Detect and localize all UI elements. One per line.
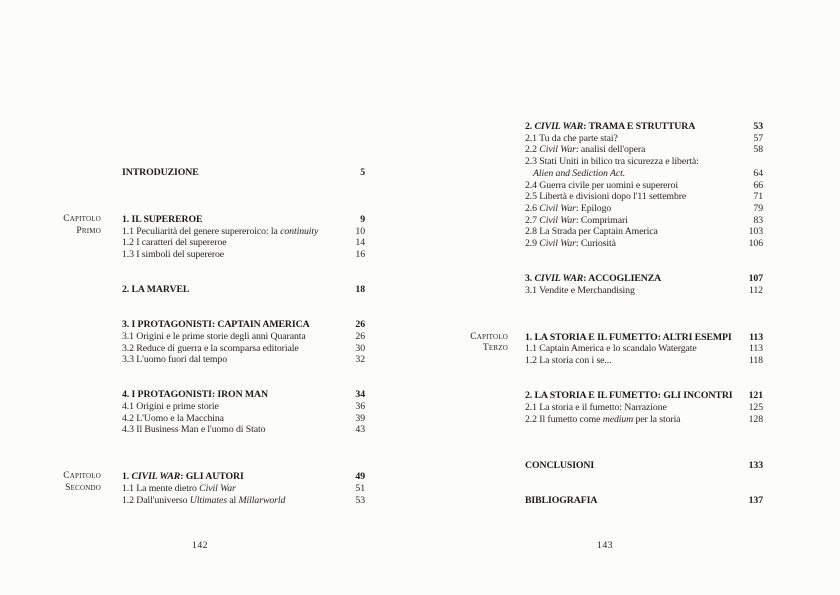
toc-right-column [443, 121, 763, 507]
chapter-label-line: Capitolo [63, 213, 101, 224]
entry-title [122, 424, 339, 436]
entry-page-number: 137 [748, 495, 763, 507]
entry-title-text: 4. I PROTAGONISTI: IRON MAN [122, 389, 268, 401]
entry-page-number: 53 [753, 121, 763, 132]
chapter-label [40, 214, 122, 237]
toc-heading-row [525, 390, 763, 402]
entry-title-text: : Curiosità [575, 238, 616, 250]
entry-title [525, 168, 737, 180]
entry-title [122, 495, 339, 507]
entry-title [122, 401, 339, 413]
entry-page-number: 113 [749, 331, 763, 343]
entry-title [122, 413, 339, 425]
toc-group [443, 495, 763, 507]
entry-page-number: 49 [355, 471, 365, 483]
chapter-label-line: Capitolo [470, 331, 508, 342]
entry-page-number: 113 [748, 343, 763, 355]
entry-page-number: 5 [360, 167, 365, 178]
entry-title [122, 331, 339, 343]
entry-title-text: : GLI AUTORI [180, 471, 244, 483]
entry-title-text: : TRAMA E STRUTTURA [583, 121, 696, 132]
toc-entries [525, 332, 763, 367]
chapter-label-line: Capitolo [63, 471, 101, 482]
chapter-label [443, 332, 525, 355]
entry-page-number: 121 [748, 390, 763, 402]
toc-group [443, 121, 763, 250]
entry-title [525, 203, 737, 215]
toc-entry-row [525, 180, 763, 192]
toc-entry-row [525, 144, 763, 156]
entry-title [122, 167, 339, 179]
entry-page-number: 128 [748, 413, 763, 425]
entry-title-text: : ACCOGLIENZA [583, 273, 662, 285]
toc-heading-row [525, 460, 763, 472]
entry-title [525, 495, 737, 507]
entry-page-number: 79 [753, 202, 763, 214]
toc-entry-row [525, 168, 763, 180]
entry-page-number: 71 [753, 191, 763, 203]
entry-title [525, 414, 737, 426]
toc-entries [122, 284, 365, 296]
entry-page-number: 106 [748, 238, 763, 250]
entry-title [122, 354, 339, 366]
entry-title-text: 1.2 I caratteri del supereroe [122, 237, 227, 249]
entry-page-number: 34 [355, 389, 365, 401]
toc-entry-row [525, 156, 763, 168]
entry-title-text: 2. LA STORIA E IL FUMETTO: GLI INCONTRI [525, 390, 733, 402]
entry-title-text: : Epilogo [575, 202, 612, 214]
entry-title [122, 237, 339, 249]
entry-title [525, 180, 737, 192]
entry-page-number: 18 [355, 284, 365, 295]
entry-page-number: 66 [753, 179, 763, 191]
entry-title [525, 343, 737, 355]
entry-page-number: 14 [355, 237, 365, 249]
entry-title [122, 319, 339, 331]
toc-group [40, 471, 365, 506]
toc-group [40, 167, 365, 179]
toc-entry-row [122, 413, 365, 425]
toc-entry-row [122, 495, 365, 507]
chapter-label-line: Secondo [65, 482, 101, 493]
entry-title-italic-text: medium [602, 413, 634, 425]
entry-title-text: 1.2 Dall'universo [122, 494, 190, 506]
chapter-label [40, 471, 122, 494]
toc-entry-row [525, 238, 763, 250]
entry-page-number: 26 [355, 319, 365, 331]
entry-title-text: 2. LA MARVEL [122, 284, 190, 295]
entry-title-text: 4.2 L'Uomo e la Macchina [122, 412, 224, 424]
toc-entries [525, 460, 763, 472]
toc-entries [122, 389, 365, 436]
toc-entry-row [122, 343, 365, 355]
entry-title-text: 2.7 [525, 214, 540, 226]
entry-title [122, 471, 339, 483]
entry-page-number: 16 [355, 248, 365, 260]
toc-entries [525, 390, 763, 425]
entry-title-italic-text: continuity [280, 225, 319, 237]
entry-page-number: 32 [355, 354, 365, 366]
entry-title [122, 389, 339, 401]
entry-page-number: 83 [753, 214, 763, 226]
entry-title [525, 285, 737, 297]
entry-title [525, 191, 737, 203]
toc-entry-row [525, 285, 763, 297]
entry-title-text: 3.1 Origini e le prime storie degli anni Quaranta [122, 330, 306, 342]
entry-title-text: 2.5 Libertà e divisioni dopo l'11 settembre [525, 191, 687, 203]
chapter-label-line: Terzo [482, 343, 508, 354]
entry-title-text: 1. LA STORIA E IL FUMETTO: ALTRI ESEMPI [525, 331, 732, 343]
page-number-right: 143 [597, 540, 613, 551]
toc-heading-row [122, 471, 365, 483]
entry-title-italic-text: Ultimates [189, 494, 227, 506]
entry-title-italic-text: Civil War [199, 482, 236, 494]
entry-title [525, 133, 737, 145]
entry-title-italic-text: Civil War [539, 202, 576, 214]
toc-entry-row [525, 215, 763, 227]
entry-title-text: 2.6 [525, 202, 540, 214]
entry-page-number: 43 [355, 424, 365, 436]
entry-title [525, 226, 737, 238]
toc-group [443, 390, 763, 425]
entry-title-text: 4.1 Origini e prime storie [122, 401, 219, 412]
entry-title-italic-text: Millarworld [238, 494, 286, 506]
entry-title-text: 3.3 L'uomo fuori dal tempo [122, 354, 228, 366]
entry-title [122, 284, 339, 296]
toc-heading-row [122, 167, 365, 179]
entry-title-text: : Comprimari [575, 214, 628, 226]
entry-title-italic-text: CIVIL WAR [534, 121, 584, 132]
entry-page-number: 53 [355, 494, 365, 506]
entry-title-italic-text: CIVIL WAR [131, 471, 181, 483]
entry-title-text: BIBLIOGRAFIA [525, 495, 598, 507]
entry-title-text: 2.1 Tu da che parte stai? [525, 132, 618, 144]
entry-title [122, 226, 339, 238]
toc-entries [122, 471, 365, 506]
chapter-label-line: Primo [76, 225, 101, 236]
entry-title-text: 2.2 [525, 144, 540, 156]
entry-page-number: 58 [753, 144, 763, 156]
toc-entries [122, 319, 365, 366]
toc-entry-row [122, 483, 365, 495]
entry-title [122, 483, 339, 495]
entry-title [525, 390, 737, 402]
toc-entry-row [122, 401, 365, 413]
entry-page-number: 118 [748, 355, 763, 367]
toc-heading-row [122, 284, 365, 296]
entry-title-text: 3.1 Vendite e Merchandising [525, 284, 635, 296]
entry-page-number: 125 [748, 401, 763, 413]
toc-entry-row [525, 133, 763, 145]
entry-title [525, 273, 737, 285]
entry-title-text: CONCLUSIONI [525, 460, 595, 472]
toc-entry-row [525, 226, 763, 238]
entry-title-text: 2.3 Stati Uniti in bilico tra sicurezza e libertà: [525, 156, 699, 168]
entry-title-text: 2.1 La storia e il fumetto: Narrazione [525, 401, 667, 413]
toc-entries [525, 273, 763, 296]
entry-title [525, 156, 737, 168]
entry-title-italic-text: Alien and Sediction Act. [533, 167, 626, 179]
entry-page-number: 39 [355, 412, 365, 424]
toc-entry-row [525, 203, 763, 215]
entry-title-text: 1. [122, 471, 132, 483]
entry-page-number: 112 [748, 284, 763, 296]
entry-title-text: 3. [525, 273, 535, 285]
entry-title-text: 1.1 La mente dietro [122, 482, 200, 494]
entry-title-text: al [226, 494, 239, 506]
toc-entries [525, 495, 763, 507]
entry-title-text: 1.3 I simboli del supereroe [122, 248, 225, 260]
toc-heading-row [525, 121, 763, 133]
entry-title [525, 332, 737, 344]
entry-page-number: 107 [748, 273, 763, 285]
entry-title-italic-text: Civil War [539, 238, 576, 250]
toc-group [443, 460, 763, 472]
entry-title-text: 2.2 Il fumetto come [525, 413, 603, 425]
toc-entry-row [525, 414, 763, 426]
entry-page-number [737, 156, 763, 168]
entry-title [122, 214, 339, 226]
toc-group [443, 273, 763, 296]
entry-title [525, 460, 737, 472]
entry-title [525, 238, 737, 250]
entry-title-italic-text: CIVIL WAR [534, 273, 584, 285]
entry-page-number: 51 [355, 482, 365, 494]
entry-title [525, 355, 737, 367]
toc-entry-row [122, 249, 365, 261]
entry-title [122, 249, 339, 261]
entry-page-number: 133 [748, 460, 763, 472]
toc-entry-row [525, 191, 763, 203]
entry-title-text: 2.9 [525, 238, 540, 250]
toc-heading-row [525, 495, 763, 507]
entry-title-text: 2.8 La Strada per Captain America [525, 226, 658, 238]
toc-entry-row [122, 226, 365, 238]
entry-page-number: 30 [355, 342, 365, 354]
entry-title-text: 4.3 Il Business Man e l'uomo di Stato [122, 424, 266, 436]
toc-group [40, 214, 365, 261]
toc-entries [122, 167, 365, 179]
entry-title-text: 1.2 La storia con i se... [525, 355, 612, 367]
entry-title-text: 3. I PROTAGONISTI: CAPTAIN AMERICA [122, 319, 310, 331]
entry-title [122, 343, 339, 355]
entry-title-text: 2. [525, 121, 535, 132]
entry-page-number: 57 [753, 132, 763, 144]
toc-entry-row [525, 355, 763, 367]
toc-heading-row [525, 332, 763, 344]
toc-entry-row [122, 237, 365, 249]
toc-entry-row [122, 331, 365, 343]
toc-entry-row [122, 354, 365, 366]
toc-group [40, 319, 365, 366]
entry-title-text: 1.1 Peculiarità del genere supereroico: la [122, 225, 281, 237]
entry-page-number: 10 [355, 225, 365, 237]
entry-title [525, 402, 737, 414]
toc-entry-row [122, 424, 365, 436]
entry-title-italic-text: Civil War [539, 144, 576, 156]
right-page [420, 0, 840, 595]
toc-group [40, 389, 365, 436]
entry-page-number: 103 [748, 226, 763, 238]
entry-title [525, 121, 737, 133]
toc-entry-row [525, 343, 763, 355]
entry-title-italic-text: Civil War [539, 214, 576, 226]
entry-page-number: 36 [355, 401, 365, 412]
toc-heading-row [122, 214, 365, 226]
toc-heading-row [122, 389, 365, 401]
entry-title-text: INTRODUZIONE [122, 167, 199, 178]
entry-title [525, 215, 737, 227]
entry-title [525, 144, 737, 156]
toc-left-column [40, 167, 365, 506]
toc-heading-row [525, 273, 763, 285]
entry-title-text: per la storia [633, 413, 681, 425]
toc-entries [525, 121, 763, 250]
toc-group [443, 332, 763, 367]
entry-title-text: 2.4 Guerra civile per uomini e supereroi [525, 179, 678, 191]
toc-group [40, 284, 365, 296]
entry-page-number: 9 [360, 213, 365, 225]
toc-heading-row [122, 319, 365, 331]
entry-title-text: 1.1 Captain America e lo scandalo Watergate [525, 343, 697, 355]
page-number-left: 142 [192, 540, 208, 551]
toc-entry-row [525, 402, 763, 414]
entry-title-text: 3.2 Reduce di guerra e la scomparsa editoriale [122, 342, 299, 354]
entry-page-number: 26 [355, 330, 365, 342]
entry-title-text: : analisi dell'opera [575, 144, 646, 156]
entry-page-number: 64 [753, 167, 763, 179]
entry-title-text: 1. IL SUPEREROE [122, 213, 203, 225]
toc-entries [122, 214, 365, 261]
